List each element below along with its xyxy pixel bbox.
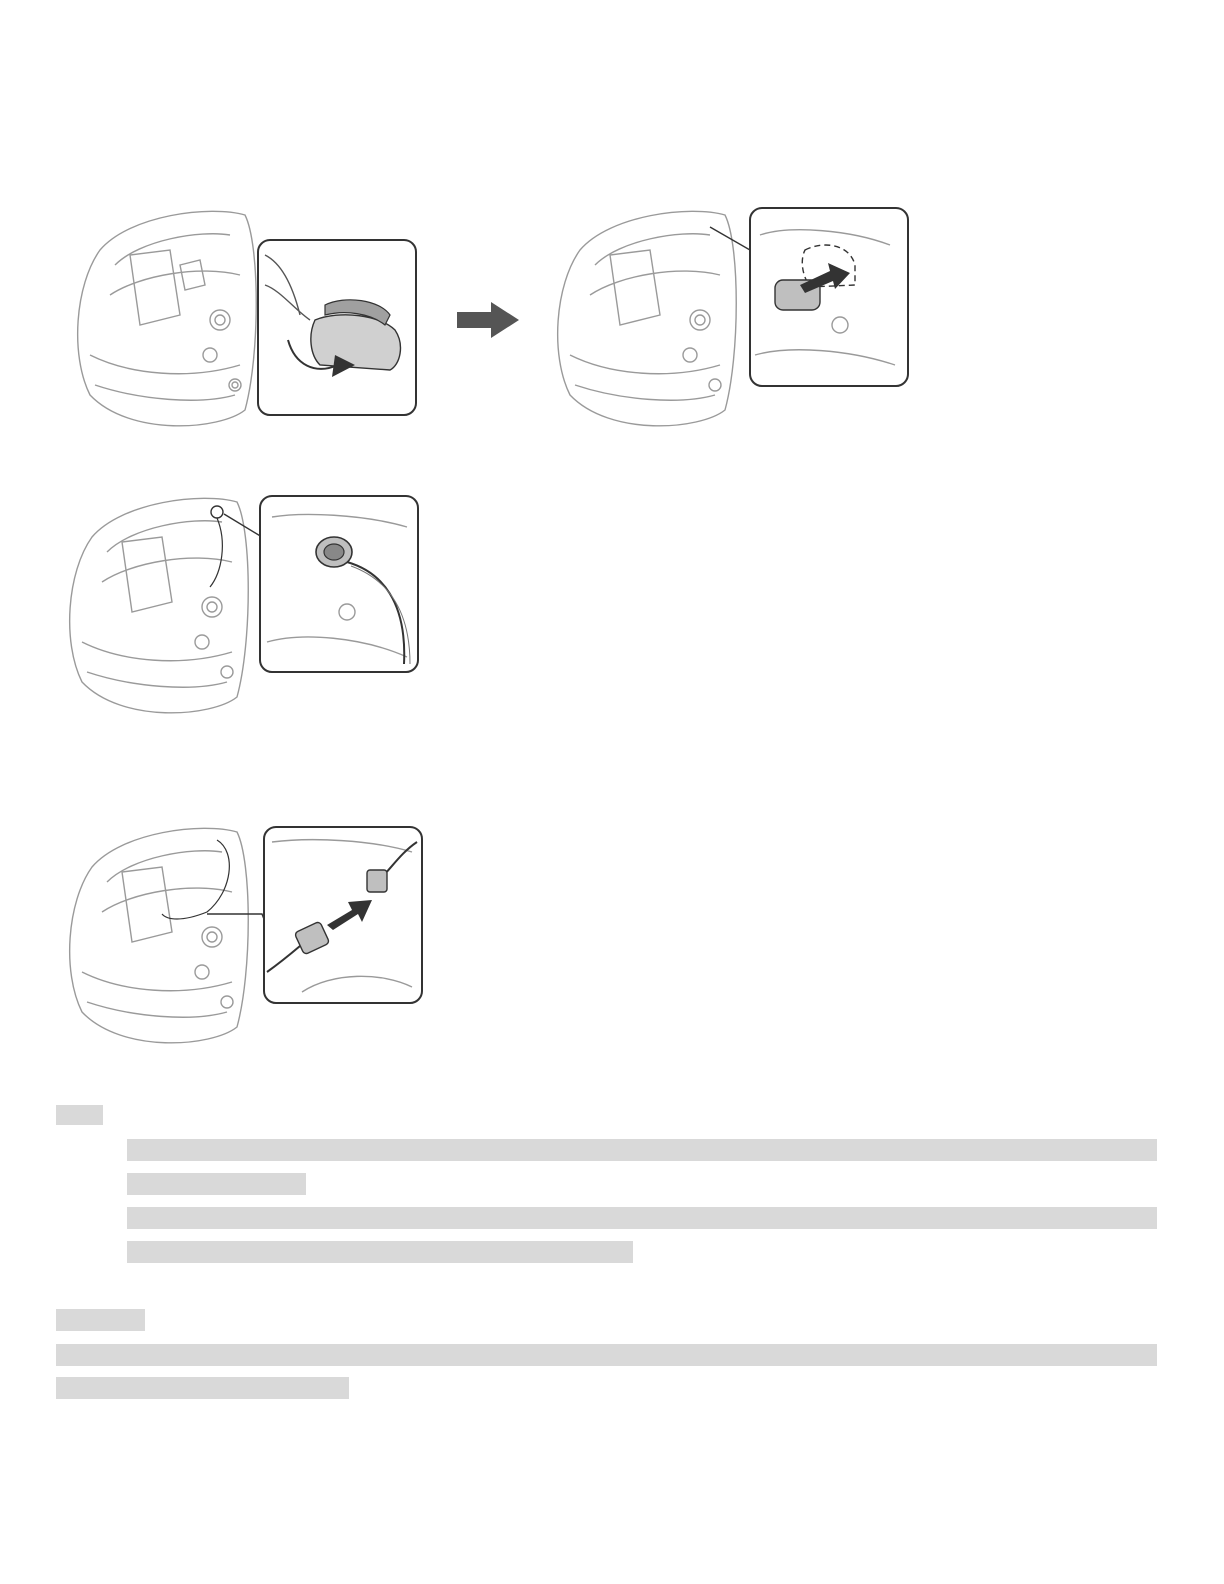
figure-peel-adhesive [70,205,420,437]
caution-heading [56,1309,145,1331]
note-line [127,1173,306,1195]
right-arrow-icon [455,300,521,340]
figure-attach-pad [550,205,912,437]
note-heading [56,1105,103,1125]
helmet-connector-plug-in-illustration [62,822,424,1057]
note-line [127,1241,633,1263]
helmet-interior-peel-adhesive-illustration [70,205,420,437]
note-line [127,1139,1157,1161]
figure-connector [62,822,424,1057]
step-arrow [455,300,521,340]
figure-cable-routing [62,492,424,727]
helmet-interior-attach-pad-illustration [550,205,912,437]
caution-line [56,1377,349,1399]
note-line [127,1207,1157,1229]
helmet-speaker-cable-routing-illustration [62,492,424,727]
caution-line [56,1344,1157,1366]
